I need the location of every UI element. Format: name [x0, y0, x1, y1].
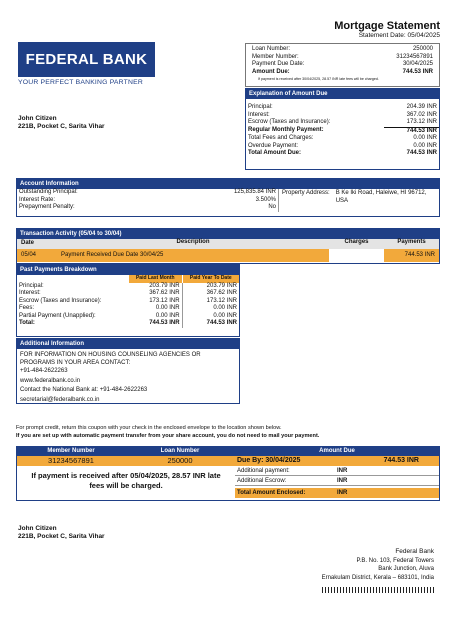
summary-label: Payment Due Date:: [252, 61, 305, 68]
additional-info-title: Additional Information: [17, 339, 239, 349]
statement-title: Mortgage Statement: [334, 20, 440, 32]
explanation-row: [246, 119, 439, 127]
bank-logo: [18, 42, 155, 77]
late-fee-warning: If payment is received after 05/04/2025, 28.57 INR late fees will be charged.: [31, 471, 221, 490]
mail-name: John Citizen: [18, 525, 57, 532]
past-ytd: 744.53 INR: [206, 320, 237, 326]
summary-value: 250000: [412, 46, 433, 52]
col-description: Description: [176, 239, 210, 245]
col-member-number: Member Number: [47, 448, 95, 454]
phone-number: +91-484-2622263: [20, 368, 68, 375]
transaction-description: Payment Received Due Date 30/04/25: [61, 251, 164, 258]
coupon-amount: 744.53 INR: [383, 457, 419, 464]
total-enclosed-label: Total Amount Enclosed:: [237, 490, 306, 496]
email-link[interactable]: secretarial@federalbank.co.in: [20, 396, 100, 403]
due-by: Due By: 30/04/2025: [237, 457, 301, 464]
remit-line-2: Bank Junction, Aluva: [378, 566, 434, 572]
remit-line-1: P.B. No. 103, Federal Towers: [356, 557, 434, 564]
website-link[interactable]: www.federalbank.co.in: [20, 377, 81, 384]
past-label: Partial Payment (Unapplied):: [19, 312, 96, 319]
summary-row: [250, 69, 435, 77]
past-last-month: 203.79 INR: [129, 283, 182, 291]
past-payments-panel: [16, 264, 240, 337]
explanation-row: [246, 143, 439, 151]
past-ytd: 0.00 INR: [213, 305, 237, 311]
past-last-month: 0.00 INR: [129, 305, 182, 313]
property-address: B Ke Iki Road, Haleiwe, HI 96712, USA: [335, 190, 427, 204]
past-payment-row: [17, 283, 239, 291]
customer-address: 221B, Pocket C, Sarita Vihar: [18, 123, 105, 130]
explanation-label: Total Fees and Charges:: [248, 135, 314, 141]
transaction-date: 05/04: [21, 251, 37, 258]
past-label: Principal:: [19, 282, 44, 289]
explanation-value: 173.12 INR: [384, 119, 439, 127]
explanation-row: [246, 150, 439, 158]
summary-value: 31234567891: [396, 53, 433, 60]
bank-name: FEDERAL BANK: [25, 51, 148, 68]
account-value: No: [167, 204, 278, 212]
summary-value: 30/04/2025: [402, 61, 433, 68]
account-value: 125,835.84 INR: [167, 189, 278, 197]
transactions-title: Transaction Activity (05/04 to 30/04): [17, 229, 439, 239]
past-payments-title: Past Payments Breakdown: [17, 265, 239, 275]
explanation-value: 0.00 INR: [413, 135, 437, 141]
coupon-instruction: For prompt credit, return this coupon with your check in the enclosed envelope to the location shown below.: [16, 425, 282, 431]
account-row: [17, 197, 279, 205]
total-enclosed-inr[interactable]: INR: [337, 490, 348, 496]
col-payments: Payments: [397, 239, 426, 245]
account-value: 3.500%: [167, 197, 278, 205]
additional-payment-label: Additional payment:: [237, 468, 290, 474]
account-row: [17, 204, 279, 212]
past-label: Interest:: [19, 290, 41, 296]
explanation-label: Overdue Payment:: [248, 142, 299, 149]
postal-barcode: [322, 587, 434, 593]
past-last-month: 744.53 INR: [129, 320, 182, 328]
transaction-charges: [329, 249, 384, 263]
additional-payment-inr[interactable]: INR: [337, 468, 348, 474]
col-loan-number: Loan Number: [160, 448, 200, 454]
past-label: Fees:: [19, 305, 35, 311]
account-label: Interest Rate:: [19, 196, 56, 203]
national-bank-contact: Contact the National Bank at: +91-484-2622263: [20, 387, 148, 394]
transaction-row: [17, 249, 439, 263]
customer-name: John Citizen: [18, 115, 57, 122]
past-payment-row: [17, 305, 239, 313]
payment-coupon: [16, 446, 440, 501]
statement-date: Statement Date: 05/04/2025: [358, 32, 440, 39]
col-charges: Charges: [344, 239, 369, 245]
past-ytd: 203.79 INR: [206, 282, 237, 289]
past-last-month: 173.12 INR: [129, 298, 182, 306]
explanation-row: [246, 127, 439, 135]
explanation-value: 744.53 INR: [406, 127, 437, 134]
summary-row: [250, 46, 435, 54]
past-payment-row: [17, 298, 239, 306]
col-paid-ytd: Paid Year To Date: [182, 275, 239, 283]
explanation-panel: [245, 88, 440, 170]
explanation-value: 744.53 INR: [406, 150, 437, 156]
account-info-title: Account Information: [17, 179, 439, 189]
summary-box: [245, 43, 440, 87]
bank-tagline: YOUR PERFECT BANKING PARTNER: [18, 79, 143, 86]
explanation-row: [246, 135, 439, 143]
summary-label: Amount Due:: [252, 68, 290, 75]
explanation-title: Explanation of Amount Due: [246, 89, 439, 99]
remittance-address: [322, 548, 434, 582]
explanation-row: [246, 112, 439, 120]
remit-bank: Federal Bank: [395, 548, 434, 555]
col-amount-due: Amount Due: [319, 448, 355, 454]
col-paid-last-month: Paid Last Month: [129, 275, 182, 283]
remit-line-3: Ernakulam District, Kerala – 683101, India: [321, 574, 434, 581]
past-ytd: 0.00 INR: [213, 312, 237, 319]
past-ytd: 173.12 INR: [206, 297, 237, 304]
counseling-notice: FOR INFORMATION ON HOUSING COUNSELING AGENCIES OR PROGRAMS IN YOUR AREA CONTACT:: [20, 352, 201, 366]
mail-address: 221B, Pocket C, Sarita Vihar: [18, 533, 105, 540]
explanation-row: [246, 104, 439, 112]
additional-escrow-inr[interactable]: INR: [337, 478, 348, 484]
explanation-label: Escrow (Taxes and Insurance):: [248, 119, 331, 125]
explanation-value: 204.39 INR: [406, 104, 437, 110]
account-row: [17, 189, 279, 197]
past-last-month: 0.00 INR: [129, 313, 182, 321]
property-label: Property Address:: [282, 190, 330, 196]
past-payment-row: [17, 313, 239, 321]
explanation-value: 367.02 INR: [406, 111, 437, 118]
col-date: Date: [21, 240, 35, 246]
past-label: Total:: [19, 320, 35, 326]
explanation-label: Interest:: [248, 111, 270, 118]
summary-row: [250, 61, 435, 69]
past-ytd: 367.62 INR: [206, 290, 237, 296]
late-fee-note: If payment is received after 30/04/2025, 28.57 INR late fees will be charged.: [258, 77, 379, 82]
account-label: Prepayment Penalty:: [19, 204, 75, 210]
additional-info-panel: [16, 338, 240, 404]
account-label: Outstanding Principal:: [19, 189, 78, 195]
past-last-month: 367.62 INR: [129, 290, 182, 298]
explanation-label: Principal:: [248, 104, 273, 110]
explanation-label: Regular Monthly Payment:: [248, 127, 324, 133]
member-number: 31234567891: [48, 456, 94, 465]
past-label: Escrow (Taxes and Insurance):: [19, 297, 102, 304]
summary-label: Loan Number:: [252, 46, 291, 52]
auto-payment-note: If you are set up with automatic payment transfer from your share account, you do not need to mail your payment.: [16, 433, 320, 439]
transaction-payments: 744.53 INR: [404, 251, 435, 258]
past-payment-row: [17, 290, 239, 298]
explanation-value: 0.00 INR: [413, 142, 437, 149]
loan-number: 250000: [167, 456, 193, 465]
past-payment-row: [17, 320, 239, 328]
summary-label: Member Number:: [252, 53, 299, 60]
transactions-panel: [16, 228, 440, 264]
account-info-panel: [16, 178, 440, 217]
summary-value: 744.53 INR: [402, 68, 433, 75]
summary-row: [250, 54, 435, 62]
additional-escrow-label: Additional Escrow:: [237, 478, 287, 484]
explanation-label: Total Amount Due:: [248, 150, 301, 156]
